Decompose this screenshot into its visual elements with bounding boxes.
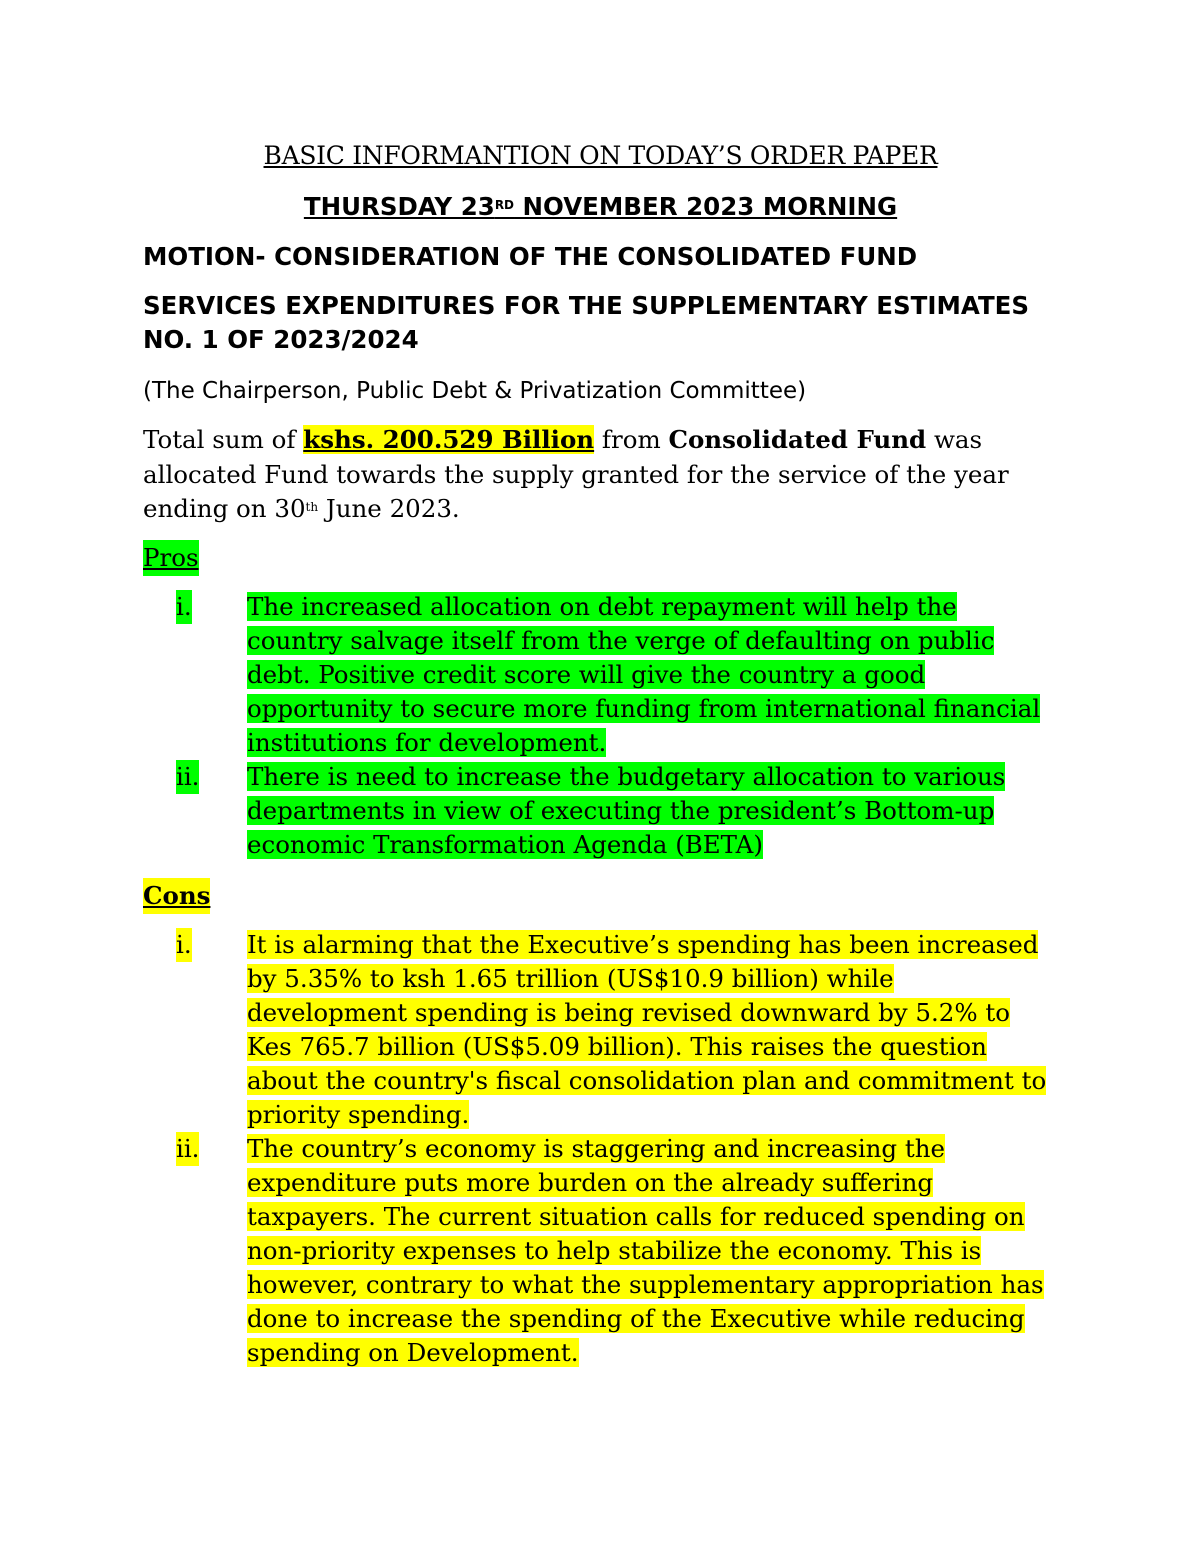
list-item-text: The country’s economy is staggering and increasing the expenditure puts more burden on the already suffering taxpayers. The current situation calls for reduced spending on non-priority expenses to help stabilize the economy. This is however, contrary to what the supplementary appropriation has done to increase the spending of the Executive while reducing spending on Development. bbox=[247, 1133, 1044, 1367]
list-item bbox=[143, 760, 1058, 862]
motion-heading-line1: MOTION- CONSIDERATION OF THE CONSOLIDATED FUND bbox=[143, 242, 918, 271]
total-fund-name: Consolidated Fund bbox=[668, 425, 927, 454]
total-allocation-paragraph bbox=[143, 423, 1058, 527]
list-item-number: ii. bbox=[176, 1132, 199, 1166]
motion-heading-line2: SERVICES EXPENDITURES FOR THE SUPPLEMENTARY ESTIMATES NO. 1 OF 2023/2024 bbox=[143, 291, 1030, 354]
date-suffix: NOVEMBER 2023 MORNING bbox=[514, 192, 898, 221]
list-item bbox=[143, 590, 1058, 760]
total-ordinal: th bbox=[305, 500, 319, 514]
pros-list bbox=[143, 590, 1058, 862]
list-item-number: i. bbox=[176, 590, 192, 624]
cons-list bbox=[143, 928, 1058, 1370]
document-page bbox=[143, 138, 1058, 1370]
total-amount: kshs. 200.529 Billion bbox=[303, 425, 595, 454]
total-mid: from bbox=[594, 425, 669, 454]
list-item-text: There is need to increase the budgetary allocation to various departments in view of executing the president’s Bottom-up economic Transformation Agenda (BETA) bbox=[247, 761, 1006, 859]
motion-mover: (The Chairperson, Public Debt & Privatization Committee) bbox=[143, 378, 807, 404]
list-item-number: i. bbox=[176, 928, 192, 962]
list-item-text: It is alarming that the Executive’s spending has been increased by 5.35% to ksh 1.65 trillion (US$10.9 billion) while development spending is being revised downward by 5.2% to Kes 765.7 billion (US$5.09 billion). This raises the question about the country's fiscal consolidation plan and commitment to priority spending. bbox=[247, 929, 1047, 1129]
date-prefix: THURSDAY 23 bbox=[303, 192, 495, 221]
list-item-number: ii. bbox=[176, 760, 199, 794]
list-item-text: The increased allocation on debt repayment will help the country salvage itself from the verge of defaulting on public debt. Positive credit score will give the country a good opportunity to secure more funding from international financial institutions for development. bbox=[247, 591, 1041, 757]
total-rest: was allocated Fund towards the supply granted for the service of the year ending on 30 bbox=[143, 425, 1009, 523]
document-title: BASIC INFORMANTION ON TODAY’S ORDER PAPER bbox=[263, 141, 938, 170]
cons-heading: Cons bbox=[143, 878, 210, 914]
total-end: June 2023. bbox=[318, 494, 460, 523]
pros-heading: Pros bbox=[143, 540, 199, 576]
list-item bbox=[143, 1132, 1058, 1370]
total-lead: Total sum of bbox=[143, 425, 304, 454]
date-ordinal: RD bbox=[494, 198, 515, 212]
list-item bbox=[143, 928, 1058, 1132]
sitting-date bbox=[143, 189, 1058, 225]
